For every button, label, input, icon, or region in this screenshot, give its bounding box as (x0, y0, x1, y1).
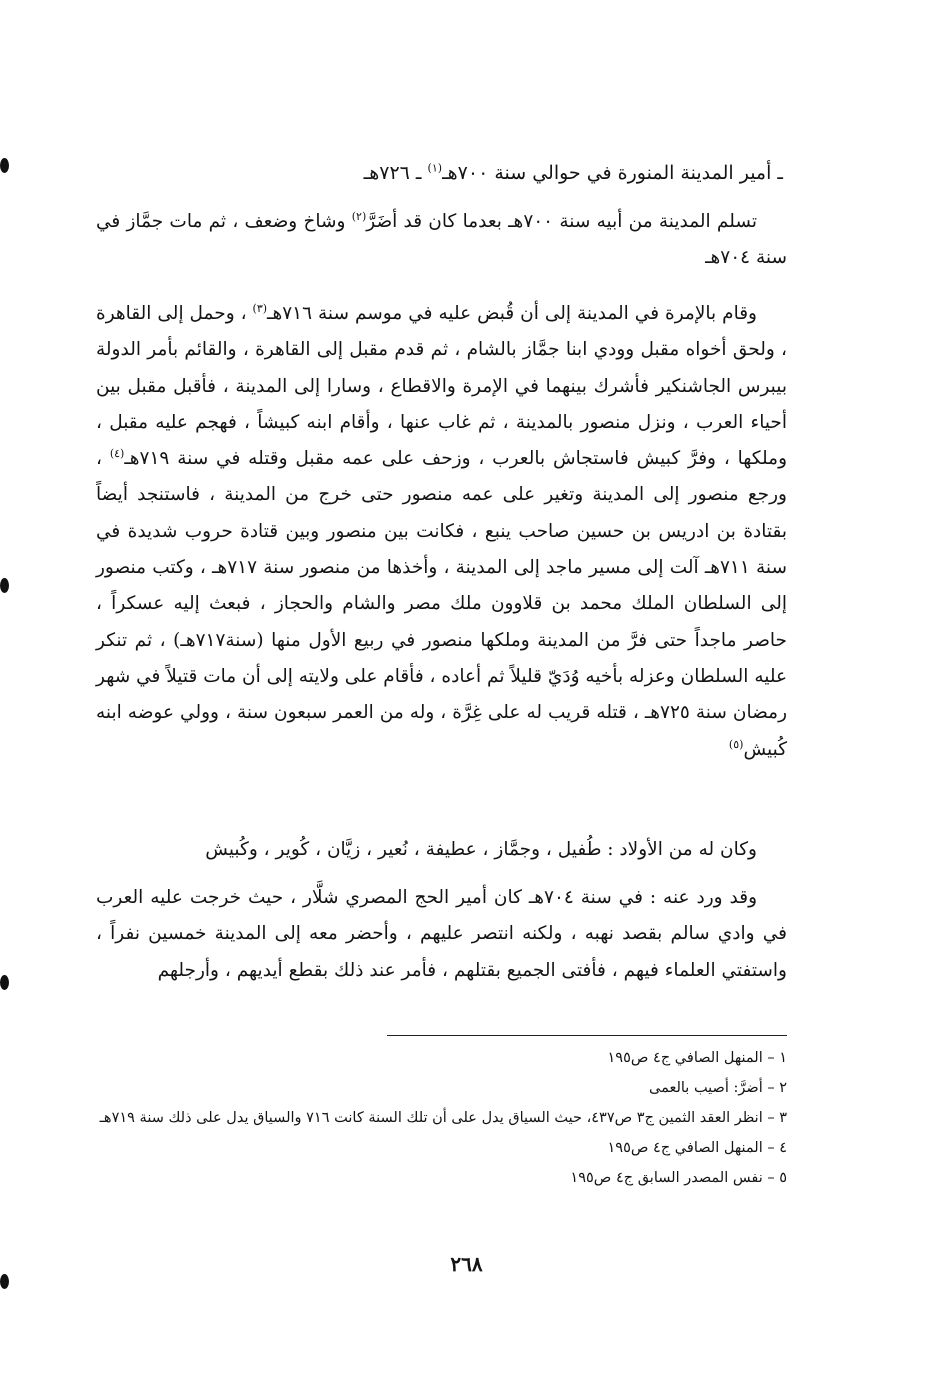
section-heading (120, 156, 783, 190)
page-number: ٢٦٨ (450, 1252, 483, 1276)
footnote-item: ٢ – أضرَّ: أصيب بالعمى (649, 1080, 787, 1096)
paragraph: وكان له من الأولاد : طُفيل ، وجمَّاز ، عطيفة ، نُعير ، زيَّان ، كُوير ، وكُبيش (205, 839, 757, 860)
footnote-ref: (٤) (109, 447, 125, 461)
paragraph-text: تسلم المدينة من أبيه سنة ٧٠٠هـ بعدما كان قد أضَرَّ (366, 211, 757, 232)
paragraph (96, 204, 787, 277)
scan-binding-mark (0, 975, 9, 990)
footnote-ref: (١) (427, 161, 443, 175)
paragraph-text: ، وحمل إلى القاهرة ، ولحق أخواه مقبل وودي ابنا جمَّاز بالشام ، ثم قدم مقبل إلى القاهرة ، والقائم بأمر الدولة بيبرس الجاشنكير فأشرك بينهما في الإمرة والاقطاع ، وسارا إلى المدينة ، فأقبل مقبل بين أحياء العرب ، ونزل منصور بالمدينة ، ثم غاب عنها ، وأقام ابنه كبيشاً ، فهجم عليه مقبل ، وملكها ، وفرَّ كبيش فاستجاش بالعرب ، وزحف على عمه مقبل وقتله في سنة ٧١٩هـ (96, 303, 787, 470)
footnote-item: ٤ – المنهل الصافي ج٤ ص١٩٥ (607, 1140, 787, 1156)
scan-binding-mark (0, 1274, 9, 1289)
heading-text: ـ أمير المدينة المنورة في حوالي سنة ٧٠٠هـ (442, 162, 783, 184)
paragraph-text: وقام بالإمرة في المدينة إلى أن قُبض عليه في موسم سنة ٧١٦هـ (267, 303, 757, 324)
scan-binding-mark (0, 578, 9, 593)
paragraph: وقد ورد عنه : في سنة ٧٠٤هـ كان أمير الحج المصري شلَّار ، حيث خرجت عليه العرب في وادي سالم بقصد نهبه ، ولكنه انتصر عليهم ، وأحضر معه إلى المدينة خمسين نفراً ، واستفتي العلماء فيهم ، فأفتى الجميع بقتلهم ، فأمر عند ذلك بقطع أيديهم ، وأرجلهم (96, 887, 787, 981)
footnote-ref: (٢) (351, 209, 367, 223)
footnotes-list (96, 1043, 787, 1193)
paragraph-text: ، ورجع منصور إلى المدينة وتغير على عمه منصور حتى خرج من المدينة ، فاستنجد أيضاً بقتادة بن ادريس بن حسين صاحب ينبع ، فكانت بين منصور وبين قتادة حروب شديدة في سنة ٧١١هـ آلت إلى مسير ماجد إلى المدينة ، وأخذها من منصور سنة ٧١٧هـ ، وكتب منصور إلى السلطان الملك محمد بن قلاوون ملك مصر والشام والحجاز ، فبعث إليه عسكراً ، حاصر ماجداً حتى فرَّ من المدينة وملكها منصور في ربيع الأول منها (سنة٧١٧هـ) ، ثم تنكر عليه السلطان وعزله بأخيه وُدَيّ قليلاً ثم أعاده ، فأقام على ولايته إلى أن مات قتيلاً في شهر رمضان سنة ٧٢٥هـ ، قتله قريب له على غِرَّة ، وله من العمر سبعون سنة ، وولي عوضه ابنه كُبيش (96, 448, 787, 760)
footnote-divider (387, 1035, 787, 1036)
footnote-ref: (٥) (728, 737, 744, 751)
paragraph-text: وشاخ وضعف ، ثم مات جمَّاز في سنة ٧٠٤هـ (96, 211, 787, 269)
footnote-item: ٣ – انظر العقد الثمين ج٣ ص٤٣٧، حيث السياق يدل على أن تلك السنة كانت ٧١٦ والسياق يدل على ذلك سنة ٧١٩هـ (99, 1110, 787, 1126)
scan-binding-mark (0, 158, 9, 173)
heading-text: ـ ٧٢٦هـ (363, 162, 428, 184)
footnote-item: ١ – المنهل الصافي ج٤ ص١٩٥ (607, 1050, 787, 1066)
footnote-ref: (٣) (252, 301, 268, 315)
footnote-item: ٥ – نفس المصدر السابق ج٤ ص١٩٥ (570, 1170, 787, 1186)
paragraph (96, 296, 787, 768)
